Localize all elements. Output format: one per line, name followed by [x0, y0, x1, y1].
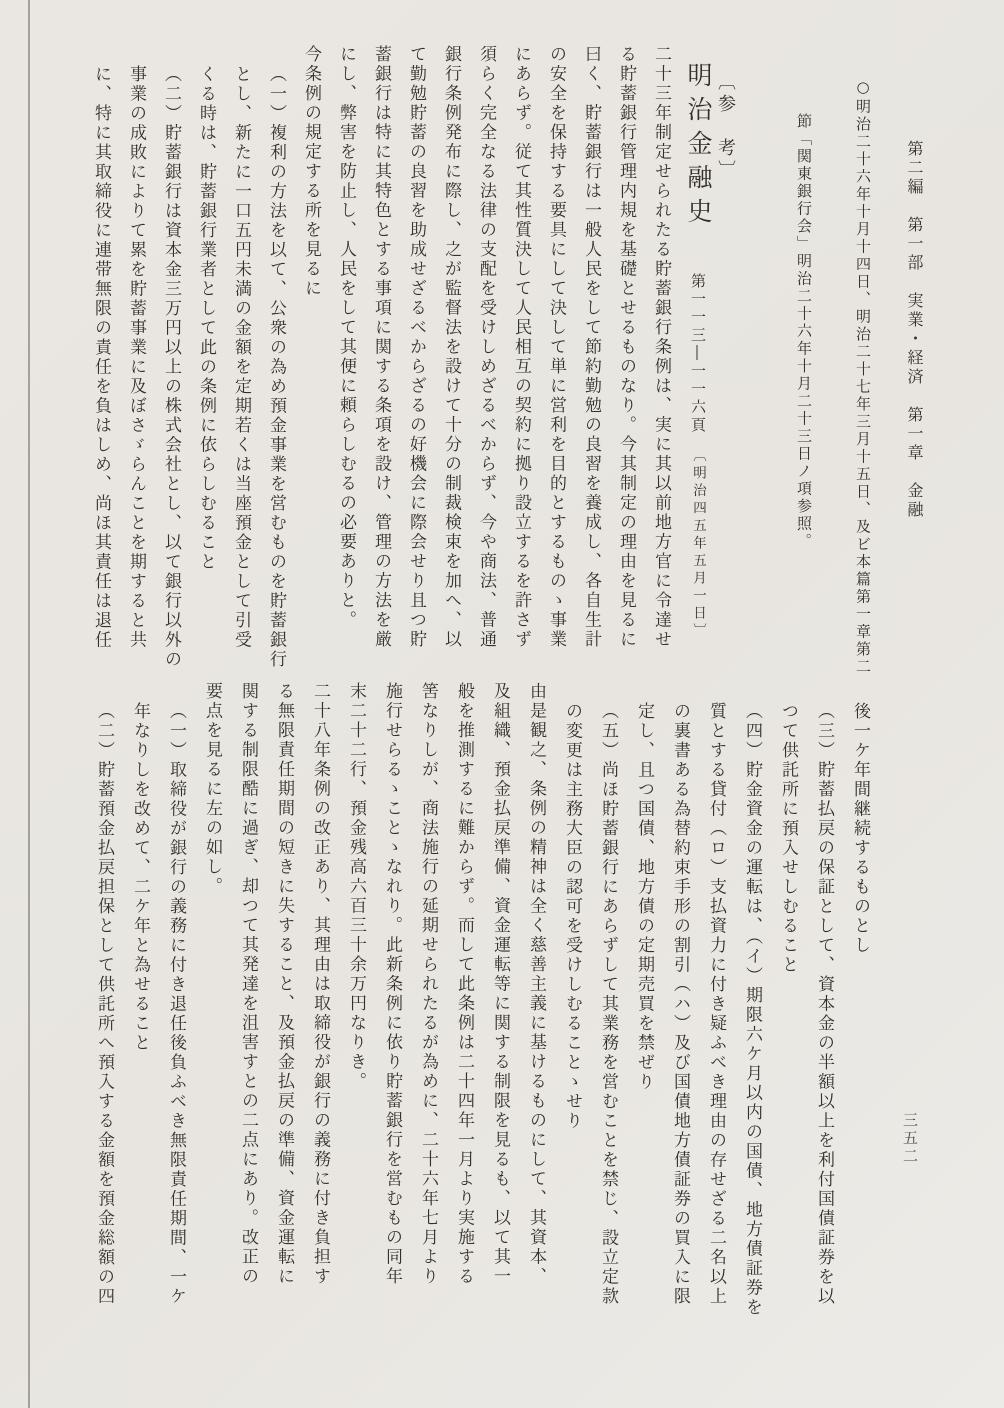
- text-column: （四）貯金資金の運転は、（イ）期限六ケ月以内の国債、地方債証券を: [742, 702, 762, 1318]
- text-column: 由是観之、条例の精神は全く慈善主義に基けるものにして、其資本、: [526, 682, 546, 1287]
- page-number: 三五二: [901, 1112, 919, 1166]
- body-text-lower-block: [86, 682, 878, 1342]
- text-column: （五）尚ほ貯蓄銀行にあらずして其業務を営むことを禁じ、設立定款: [598, 702, 618, 1307]
- text-column: の安全を保持する要具にして決して単に営利を目的とするものゝ事業: [546, 45, 566, 650]
- text-column: 蓄銀行は特に其特色とする事項に関する条項を設け、管理の方法を厳: [371, 45, 391, 650]
- reference-note-line: ○明治二十六年十月十四日、明治二十七年三月十五日、及ビ本篇第一章第二: [854, 78, 872, 676]
- text-column: 二十八年条例の改正あり、其理由は取締役が銀行の義務に付き負担す: [310, 682, 330, 1287]
- text-column: 銀行条例発布に際し、之が監督法を設けて十分の制裁検束を加へ、以: [441, 45, 461, 650]
- reference-notes: [774, 78, 892, 698]
- text-column: 筈なりしが、商法施行の延期せられたるが為めに、二十六年七月より: [418, 682, 438, 1287]
- text-column: 般を推測するに難からず。而して此条例は二十四年一月より実施する: [454, 682, 474, 1287]
- text-column: 年なりしを改めて、二ケ年と為せること: [130, 702, 150, 1053]
- text-column: 須らく完全なる法律の支配を受けしめざるべからず、今や商法、普通: [476, 45, 496, 650]
- text-column: 今条例の規定する所を見るに: [301, 45, 321, 299]
- text-column: の裏書ある為替約束手形の割引（ハ）及び国債地方債証券の買入に限: [670, 702, 690, 1307]
- reference-note-line: 節「関東銀行会」明治二十六年十月二十三日ノ項参照。: [795, 113, 813, 551]
- text-column: る無限責任期間の短きに失すること、及預金払戻の準備、資金運転に: [274, 682, 294, 1287]
- text-column: 施行せらるゝことゝなれり。此新条例に依り貯蓄銀行を営むもの同年: [382, 682, 402, 1287]
- text-column: 要点を見るに左の如し。: [202, 682, 222, 897]
- text-column: にあらず。従て其性質決して人民相互の契約に拠り設立するを許さず: [511, 45, 531, 650]
- body-text-upper-block: [83, 45, 678, 679]
- source-page-range: 第一一三―一一六頁: [689, 273, 707, 436]
- text-column: 二十三年制定せられたる貯蓄銀行条例は、実に其以前地方官に令達せ: [651, 45, 671, 650]
- text-column: （一）複利の方法を以て、公衆の為め預金事業を営むものを貯蓄銀行: [266, 65, 286, 670]
- text-column: 関する制限酷に過ぎ、却つて其発達を沮害すとの二点にあり。改正の: [238, 682, 258, 1287]
- text-column: （二）貯蓄銀行は資本金三万円以上の株式会社とし、以て銀行以外の: [161, 65, 181, 670]
- section-heading: 〔参 考〕: [715, 72, 736, 182]
- text-column: くる時は、貯蓄銀行業者として此の条例に依らしむること: [196, 65, 216, 572]
- text-column: 及組織、預金払戻準備、資金運転等に関する制限を見るも、以て其一: [490, 682, 510, 1287]
- text-column: （二）貯蓄預金払戻担保として供託所へ預入する金額を預金総額の四: [94, 702, 114, 1307]
- running-header: 第二編 第一部 実業・経済 第一章 金融: [905, 140, 924, 520]
- text-column: とし、新たに一口五円未満の金額を定期若くは当座預金として引受: [231, 65, 251, 650]
- text-column: にし、弊害を防止し、人民をして其便に頼らしむるの必要ありと。: [336, 45, 356, 630]
- text-column: に、特に其取締役に連帯無限の責任を負はしめ、尚ほ其責任は退任: [91, 65, 111, 650]
- text-column: （一）取締役が銀行の義務に付き退任後負ふべき無限責任期間、一ケ: [166, 702, 186, 1307]
- text-column: 曰く、貯蓄銀行は一般人民をして節約勤勉の良習を養成し、各自生計: [581, 45, 601, 650]
- source-date: 〔明治四五年五月一日〕: [690, 448, 706, 641]
- text-column: 定し、且つ国債、地方債の定期売買を禁ぜり: [634, 702, 654, 1092]
- text-column: 事業の成敗によりて累を貯蓄事業に及ぼさゞらんことを期すると共: [126, 65, 146, 650]
- text-column: つて供託所に預入せしむること: [778, 702, 798, 975]
- source-citation: [680, 62, 716, 702]
- page-edge-line: [28, 0, 30, 1408]
- text-column: 質とする貸付（ロ）支払資力に付き疑ふべき理由の存せざる二名以上: [706, 702, 726, 1307]
- text-column: 後一ケ年間継続するものとし: [850, 702, 870, 956]
- text-column: て勤勉貯蓄の良習を助成せざるべからざるの好機会に際会せり且つ貯: [406, 45, 426, 650]
- text-column: る貯蓄銀行管理内規を基礎とせるものなり。今其制定の理由を見るに: [616, 45, 636, 650]
- text-column: （三）貯蓄払戻の保証として、資本金の半額以上を利付国債証券を以: [814, 702, 834, 1307]
- source-title: 明治金融史: [684, 62, 713, 232]
- text-column: の変更は主務大臣の認可を受けしむることゝせり: [562, 702, 582, 1131]
- text-column: 末二十二行、預金残高六百三十余万円なりき。: [346, 682, 366, 1092]
